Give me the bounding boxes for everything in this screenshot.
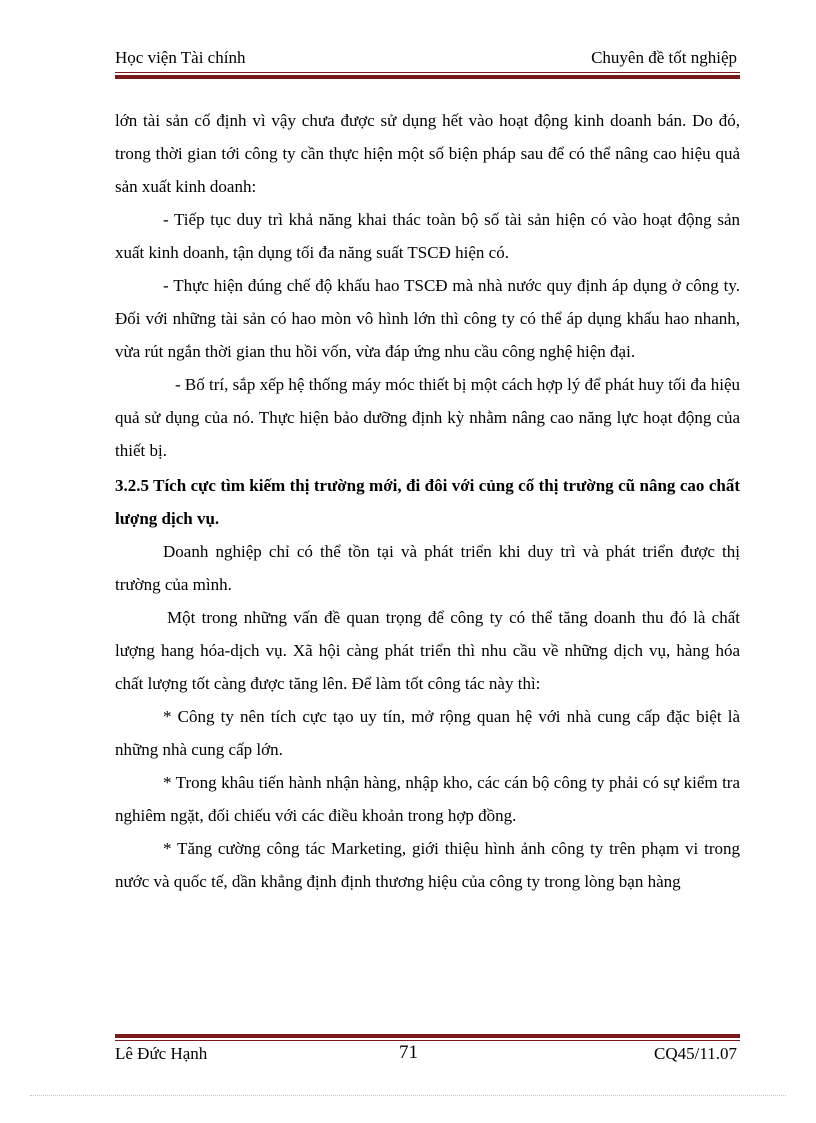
paragraph: Một trong những vấn đề quan trọng để công ty có thể tăng doanh thu đó là chất lượng hang hóa-dịch vụ. Xã hội càng phát triển thì nhu cầu về những dịch vụ, hàng hóa chất lượng tốt càng được tăng lên. Để làm tốt công tác này thì: bbox=[115, 608, 740, 693]
header-rule-thin bbox=[115, 72, 740, 73]
paragraph: * Tăng cường công tác Marketing, giới thiệu hình ảnh công ty trên phạm vi trong nước và quốc tế, dần khẳng định định thương hiệu của công ty trong lòng bạn hàng bbox=[115, 839, 740, 891]
paragraph: lớn tài sản cố định vì vậy chưa được sử dụng hết vào hoạt động kinh doanh bán. Do đó, trong thời gian tới công ty cần thực hiện một số biện pháp sau để có thể nâng cao hiệu quả sản xuất kinh doanh: bbox=[115, 111, 740, 196]
footer-rule-thick bbox=[115, 1034, 740, 1038]
paragraph: Doanh nghiệp chỉ có thể tồn tại và phát triển khi duy trì và phát triển được thị trường của mình. bbox=[115, 542, 740, 594]
paragraph: - Thực hiện đúng chế độ khấu hao TSCĐ mà nhà nước quy định áp dụng ở công ty. Đối với những tài sản có hao mòn vô hình lớn thì công ty có thể áp dụng khấu hao nhanh, vừa rút ngắn thời gian thu hồi vốn, vừa đáp ứng nhu cầu công nghệ hiện đại. bbox=[115, 276, 740, 361]
page-break-line bbox=[30, 1095, 786, 1096]
page-header bbox=[115, 48, 740, 72]
footer-author: Lê Đức Hạnh bbox=[115, 1044, 208, 1063]
paragraph: * Công ty nên tích cực tạo uy tín, mở rộng quan hệ với nhà cung cấp đặc biệt là những nhà cung cấp lớn. bbox=[115, 707, 740, 759]
paragraph: * Trong khâu tiến hành nhận hàng, nhập kho, các cán bộ công ty phải có sự kiểm tra nghiêm ngặt, đối chiếu với các điều khoản trong hợp đồng. bbox=[115, 773, 740, 825]
section-heading: 3.2.5 Tích cực tìm kiếm thị trường mới, đi đôi với củng cố thị trường cũ nâng cao chất lượng dịch vụ. bbox=[115, 476, 740, 528]
footer-rule-thin bbox=[115, 1040, 740, 1041]
header-rule-thick bbox=[115, 75, 740, 79]
header-institution: Học viện Tài chính bbox=[115, 48, 246, 67]
footer-class-code: CQ45/11.07 bbox=[654, 1044, 737, 1063]
page-body bbox=[115, 104, 740, 898]
paragraph: - Tiếp tục duy trì khả năng khai thác toàn bộ số tài sản hiện có vào hoạt động sản xuất kinh doanh, tận dụng tối đa năng suất TSCĐ hiện có. bbox=[115, 210, 740, 262]
paragraph: - Bố trí, sắp xếp hệ thống máy móc thiết bị một cách hợp lý để phát huy tối đa hiệu quả sử dụng của nó. Thực hiện bảo dưỡng định kỳ nhằm nâng cao năng lực hoạt động của thiết bị. bbox=[115, 375, 740, 460]
page-number: 71 bbox=[399, 1042, 418, 1063]
page-footer bbox=[115, 1044, 740, 1068]
header-document-type: Chuyên đề tốt nghiệp bbox=[591, 48, 737, 67]
